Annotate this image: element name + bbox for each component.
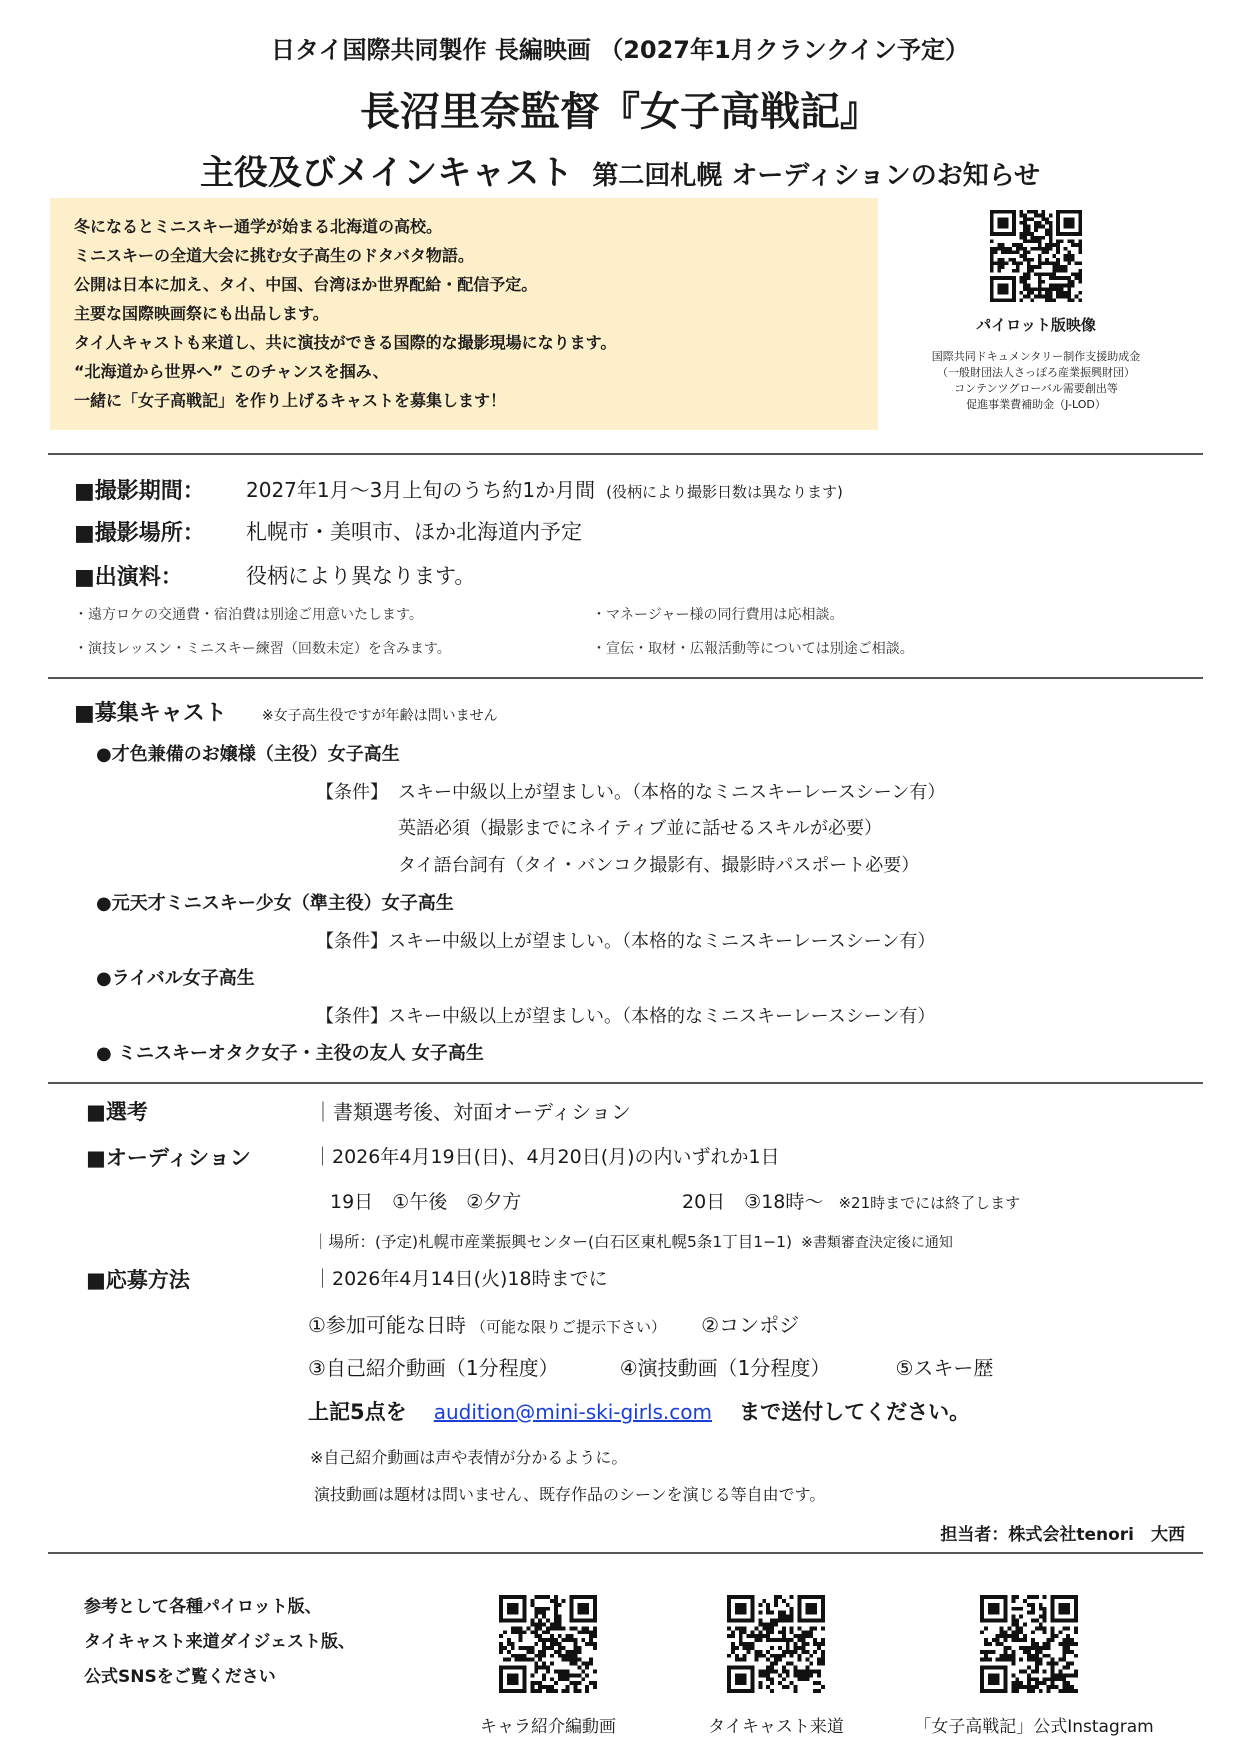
footer-line: 公式SNSをご覧ください: [84, 1667, 276, 1687]
role-title: ●ライバル女子高生: [96, 968, 255, 989]
role-condition: 英語必須（撮影までにネイティブ並に話せるスキルが必要）: [398, 818, 883, 839]
intro-box: [50, 198, 878, 430]
page-title: 長沼里奈監督『女子高戦記』: [360, 89, 880, 135]
apply-deadline: ｜2026年4月14日(火)18時までに: [313, 1268, 608, 1290]
fee-label: ■出演料：: [74, 565, 183, 590]
send-pre: 上記5点を: [308, 1400, 407, 1424]
qr-caption: タイキャスト来道: [708, 1717, 844, 1737]
audition-value: ｜2026年4月19日(日)、4月20日(月)の内いずれか1日: [313, 1146, 780, 1168]
apply-item: ④演技動画（1分程度）: [619, 1356, 831, 1380]
subtitle-main: 主役及びメインキャスト: [199, 153, 574, 193]
apply-label: ■応募方法: [86, 1268, 190, 1292]
apply-item: ⑤スキー歴: [895, 1356, 994, 1380]
qr-caption: 「女子高戦記」公式Instagram: [914, 1717, 1154, 1737]
apply-item-row2: [308, 1352, 993, 1381]
instagram-qr-code[interactable]: [980, 1595, 1078, 1693]
selection-label: ■選考: [86, 1100, 148, 1124]
grant-line: 促進事業費補助金（J-LOD）: [966, 398, 1106, 411]
period-value: [246, 474, 843, 503]
role-condition: 【条件】スキー中級以上が望ましい。（本格的なミニスキーレースシーン有）: [316, 931, 936, 952]
intro-line: “北海道から世界へ” このチャンスを掴み、: [74, 362, 389, 381]
intro-line: 冬になるとミニスキー通学が始まる北海道の高校。: [74, 217, 443, 236]
grant-line: 国際共同ドキュメンタリー制作支援助成金: [931, 350, 1141, 363]
period-note: (役柄により撮影日数は異なります): [606, 483, 843, 501]
audition-day20-row: [682, 1187, 1020, 1214]
divider: [48, 1082, 1203, 1084]
apply-item: ①参加可能な日時: [308, 1313, 466, 1337]
intro-line: 一緒に「女子高戦記」を作り上げるキャストを募集します！: [74, 391, 507, 410]
cast-heading-note: ※女子高生役ですが年齢は問いません: [261, 708, 498, 724]
role-condition: スキー中級以上が望ましい。（本格的なミニスキーレースシーン有）: [398, 782, 946, 803]
divider: [48, 1552, 1203, 1554]
period-label: ■撮影期間：: [74, 479, 205, 504]
audition-day19: 19日 ①午後 ②夕方: [330, 1191, 522, 1213]
audition-venue-note: ※書類審査決定後に通知: [801, 1235, 953, 1251]
audition-day-note: ※21時までには終了します: [838, 1194, 1021, 1212]
contact: 担当者：株式会社tenori 大西: [940, 1525, 1185, 1545]
grant-line: （一般財団法人さっぽろ産業振興財団）: [937, 366, 1135, 379]
role-condition-label: 【条件】: [316, 782, 388, 803]
divider: [48, 453, 1203, 455]
send-row: [308, 1396, 970, 1426]
location-label: ■撮影場所：: [74, 521, 205, 546]
intro-line: ミニスキーの全道大会に挑む女子高生のドタバタ物語。: [74, 246, 474, 265]
intro-line: 主要な国際映画祭にも出品します。: [74, 304, 329, 323]
role-title: ●元天才ミニスキー少女（準主役）女子高生: [96, 893, 454, 914]
grant-line: コンテンツグローバル需要創出等: [954, 382, 1118, 395]
selection-value: ｜書類選考後、対面オーディション: [313, 1100, 631, 1124]
role-title: ● ミニスキーオタク女子・主役の友人 女子高生: [96, 1043, 484, 1064]
apply-note: ※自己紹介動画は声や表情が分かるように。: [310, 1448, 628, 1467]
detail-note: ・マネージャー様の同行費用は応相談。: [592, 607, 844, 623]
detail-note: ・演技レッスン・ミニスキー練習（回数未定）を含みます。: [74, 641, 451, 657]
audition-day20: 20日 ③18時～: [682, 1191, 824, 1213]
period-text: 2027年1月～3月上旬のうち約1か月間: [246, 478, 596, 502]
divider: [48, 677, 1203, 679]
header-subtitle: [0, 145, 1240, 194]
audition-venue-row: [313, 1230, 953, 1252]
apply-item-row1: [308, 1309, 799, 1338]
apply-note: 演技動画は題材は問いません、既存作品のシーンを演じる等自由です。: [314, 1485, 826, 1504]
intro-line: タイ人キャストも来道し、共に演技ができる国際的な撮影現場になります。: [74, 333, 617, 352]
thai-cast-qr-code[interactable]: [727, 1595, 825, 1693]
character-video-qr-code[interactable]: [499, 1595, 597, 1693]
cast-heading-row: [74, 696, 498, 727]
apply-item: ②コンポジ: [701, 1313, 800, 1337]
audition-venue: ｜場所：(予定)札幌市産業振興センター(白石区東札幌5条1丁目1−1): [313, 1233, 793, 1251]
apply-item: ③自己紹介動画（1分程度）: [308, 1356, 559, 1380]
footer-line: 参考として各種パイロット版、: [84, 1597, 322, 1617]
apply-item-note: （可能な限りご提示下さい）: [471, 1318, 667, 1336]
detail-note: ・宣伝・取材・広報活動等については別途ご相談。: [592, 641, 914, 657]
role-condition: 【条件】スキー中級以上が望ましい。（本格的なミニスキーレースシーン有）: [316, 1006, 936, 1027]
email-link[interactable]: audition@mini-ski-girls.com: [433, 1400, 712, 1424]
send-post: まで送付してください。: [739, 1400, 971, 1424]
pilot-qr-code[interactable]: [990, 210, 1082, 302]
role-condition: タイ語台詞有（タイ・バンコク撮影有、撮影時パスポート必要）: [398, 855, 920, 876]
footer-line: タイキャスト来道ダイジェスト版、: [84, 1632, 355, 1652]
pilot-label: パイロット版映像: [976, 316, 1096, 334]
audition-label: ■オーディション: [86, 1146, 251, 1170]
subtitle-sub: 第二回札幌 オーディションのお知らせ: [592, 161, 1041, 191]
intro-line: 公開は日本に加え、タイ、中国、台湾ほか世界配給・配信予定。: [74, 275, 538, 294]
qr-caption: キャラ紹介編動画: [480, 1717, 616, 1737]
fee-value: 役柄により異なります。: [246, 564, 476, 588]
cast-heading: ■募集キャスト: [74, 701, 227, 726]
location-value: 札幌市・美唄市、ほか北海道内予定: [246, 520, 582, 544]
header-line1: 日タイ国際共同製作 長編映画 （2027年1月クランクイン予定）: [270, 36, 970, 64]
role-title: ●才色兼備のお嬢様（主役）女子高生: [96, 744, 400, 765]
detail-note: ・遠方ロケの交通費・宿泊費は別途ご用意いたします。: [74, 607, 423, 623]
